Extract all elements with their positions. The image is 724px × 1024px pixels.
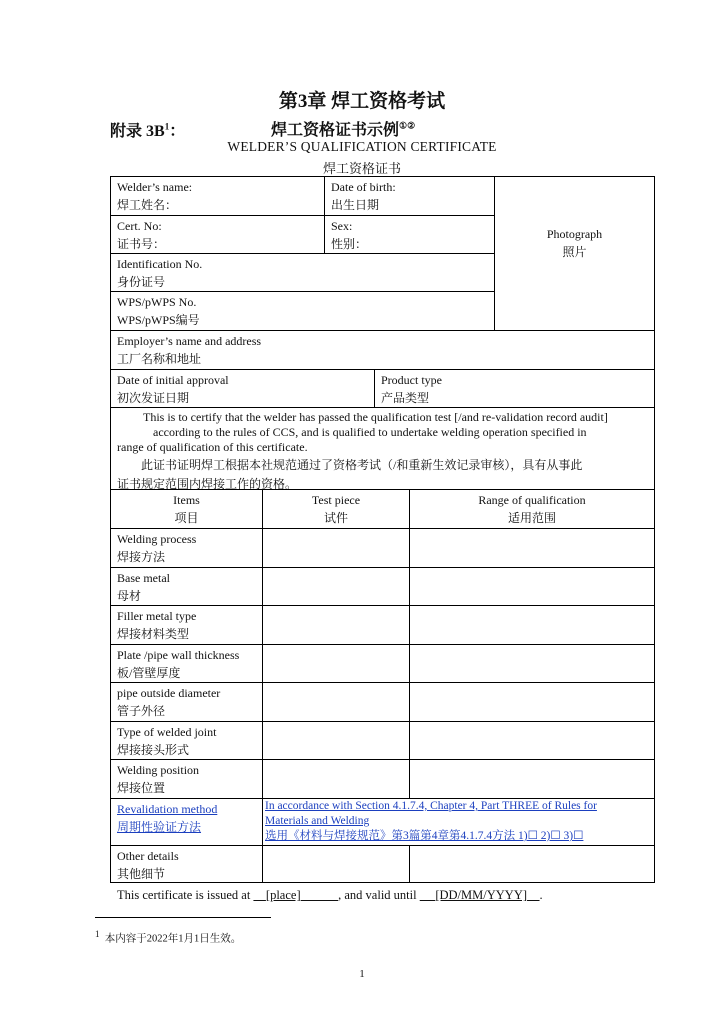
certify-en-line1: This is to certify that the welder has passed the qualification test [/and re-validation record audit] (143, 410, 608, 424)
revalidation-label-en[interactable]: Revalidation method (117, 802, 218, 816)
table-row-base-metal (110, 567, 263, 606)
valid-until-field[interactable] (420, 888, 540, 902)
test-piece-value[interactable] (262, 845, 410, 883)
row-label-en: Welding process (117, 532, 197, 546)
issued-suffix: . (539, 888, 543, 902)
revalidation-method-options[interactable]: 选用《材料与焊接规范》第3篇第4章第4.1.7.4方法 1)☐ 2)☐ 3)☐ (265, 830, 584, 842)
row-label-zh: 焊接材料类型 (117, 627, 190, 641)
test-piece-value[interactable] (262, 721, 410, 760)
table-row-welding-process (110, 528, 263, 568)
row-label-en: Type of welded joint (117, 725, 217, 739)
header-items-en: Items (173, 493, 200, 507)
issued-statement (117, 888, 543, 903)
row-label-en: Base metal (117, 571, 170, 585)
revalidation-text-line1[interactable]: In accordance with Section 4.1.7.4, Chapter 4, Part THREE of Rules for (265, 800, 597, 812)
range-value[interactable] (409, 845, 655, 883)
photograph-label-en: Photograph (546, 227, 603, 241)
issued-place-text: [place] (265, 888, 301, 902)
revalidation-label-zh[interactable]: 周期性验证方法 (117, 820, 202, 834)
table-row-welding-position (110, 759, 263, 799)
range-value[interactable] (409, 682, 655, 722)
table-row-revalidation (110, 798, 263, 846)
cn-title-text: 焊工资格证书示例 (271, 122, 400, 139)
row-label-zh: 管子外径 (117, 704, 166, 718)
test-piece-value[interactable] (262, 567, 410, 606)
row-label-zh: 板/管壁厚度 (117, 666, 181, 680)
wps-label-zh: WPS/pWPS编号 (117, 313, 200, 327)
certify-en-line2: according to the rules of CCS, and is qualified to undertake welding operation specified in (153, 425, 587, 439)
dob-label-en: Date of birth: (331, 180, 396, 194)
welder-name-label-en: Welder’s name: (117, 180, 193, 194)
identification-no-cell (110, 253, 495, 292)
table-row-other-details (110, 845, 263, 883)
appendix-footnote-ref: 1 (164, 121, 170, 132)
table-row-joint-type (110, 721, 263, 760)
row-label-zh: 焊接方法 (117, 550, 166, 564)
id-no-label-en: Identification No. (117, 257, 203, 271)
cert-no-label-zh: 证书号： (117, 237, 166, 251)
test-piece-value[interactable] (262, 759, 410, 799)
initial-approval-label-en: Date of initial approval (117, 373, 229, 387)
revalidation-text-line2[interactable]: Materials and Welding (265, 815, 370, 827)
photograph-label-zh: 照片 (562, 245, 587, 259)
appendix-label (110, 118, 185, 141)
photograph-cell (494, 176, 655, 331)
issued-middle: , and valid until (338, 888, 417, 902)
row-label-en: Welding position (117, 763, 200, 777)
english-title: WELDER’S QUALIFICATION CERTIFICATE (227, 139, 497, 154)
appendix-text: 附录 3B (110, 123, 165, 140)
employer-cell (110, 330, 655, 370)
employer-label-zh: 工厂名称和地址 (117, 352, 202, 366)
product-type-label-zh: 产品类型 (381, 391, 430, 405)
wps-label-en: WPS/pWPS No. (117, 295, 197, 309)
range-value[interactable] (409, 759, 655, 799)
table-row-outside-diameter (110, 682, 263, 722)
header-items (110, 489, 263, 529)
table-row-thickness (110, 644, 263, 683)
initial-approval-cell (110, 369, 375, 408)
cert-no-label-en: Cert. No: (117, 219, 162, 233)
range-value[interactable] (409, 644, 655, 683)
date-of-birth-cell (324, 176, 495, 216)
welder-name-label-zh: 焊工姓名： (117, 198, 178, 212)
certify-en-line3: range of qualification of this certificate. (117, 440, 308, 454)
row-label-zh: 焊接位置 (117, 781, 166, 795)
certify-zh-line1: 此证书证明焊工根据本社规范通过了资格考试（/和重新生效记录审核），具有从事此 (141, 458, 583, 472)
test-piece-value[interactable] (262, 644, 410, 683)
row-label-zh: 其他细节 (117, 867, 166, 881)
employer-label-en: Employer’s name and address (117, 334, 262, 348)
id-no-label-zh: 身份证号 (117, 275, 166, 289)
product-type-label-en: Product type (381, 373, 442, 387)
issued-prefix: This certificate is issued at (117, 888, 251, 902)
dob-label-zh: 出生日期 (331, 198, 380, 212)
header-test-piece-en: Test piece (311, 493, 361, 507)
row-label-en: pipe outside diameter (117, 686, 221, 700)
appendix-colon: ： (169, 123, 186, 140)
test-piece-value[interactable] (262, 682, 410, 722)
test-piece-value[interactable] (262, 528, 410, 568)
cn-title-notes: ①② (399, 120, 416, 131)
chapter-title: 第3章 焊工资格考试 (278, 91, 446, 112)
row-label-en: Filler metal type (117, 609, 197, 623)
range-value[interactable] (409, 605, 655, 645)
header-range (409, 489, 655, 529)
initial-approval-label-zh: 初次发证日期 (117, 391, 190, 405)
header-items-zh: 项目 (174, 511, 199, 525)
header-test-piece-zh: 试件 (323, 511, 348, 525)
row-label-zh: 母材 (117, 589, 142, 603)
certification-statement (110, 407, 655, 490)
row-label-en: Other details (117, 849, 179, 863)
sex-label-zh: 性别： (331, 237, 368, 251)
footnote-divider (95, 917, 271, 918)
welder-name-cell (110, 176, 325, 216)
test-piece-value[interactable] (262, 605, 410, 645)
range-value[interactable] (409, 567, 655, 606)
sex-label-en: Sex: (331, 219, 353, 233)
footnote (95, 929, 241, 946)
footnote-text: 本内容于2022年1月1日生效。 (104, 933, 242, 945)
row-label-en: Plate /pipe wall thickness (117, 648, 240, 662)
issued-place-field[interactable] (253, 888, 338, 902)
valid-until-text: [DD/MM/YYYY] (435, 888, 528, 902)
range-value[interactable] (409, 528, 655, 568)
header-test-piece (262, 489, 410, 529)
chinese-subtitle: 焊工资格证书 (322, 161, 401, 176)
row-label-zh: 焊接接头形式 (117, 743, 190, 757)
header-range-en: Range of qualification (478, 493, 586, 507)
page-number: 1 (359, 968, 365, 980)
product-type-cell (374, 369, 655, 408)
revalidation-method-cell (262, 798, 655, 846)
certificate-example-title (271, 117, 415, 140)
range-value[interactable] (409, 721, 655, 760)
sex-cell (324, 215, 495, 254)
certify-zh-line2: 证书规定范围内焊接工作的资格。 (117, 477, 298, 490)
cert-no-cell (110, 215, 325, 254)
table-row-filler-metal (110, 605, 263, 645)
header-range-zh: 适用范围 (507, 511, 556, 525)
footnote-number: 1 (95, 929, 100, 939)
wps-no-cell (110, 291, 495, 331)
